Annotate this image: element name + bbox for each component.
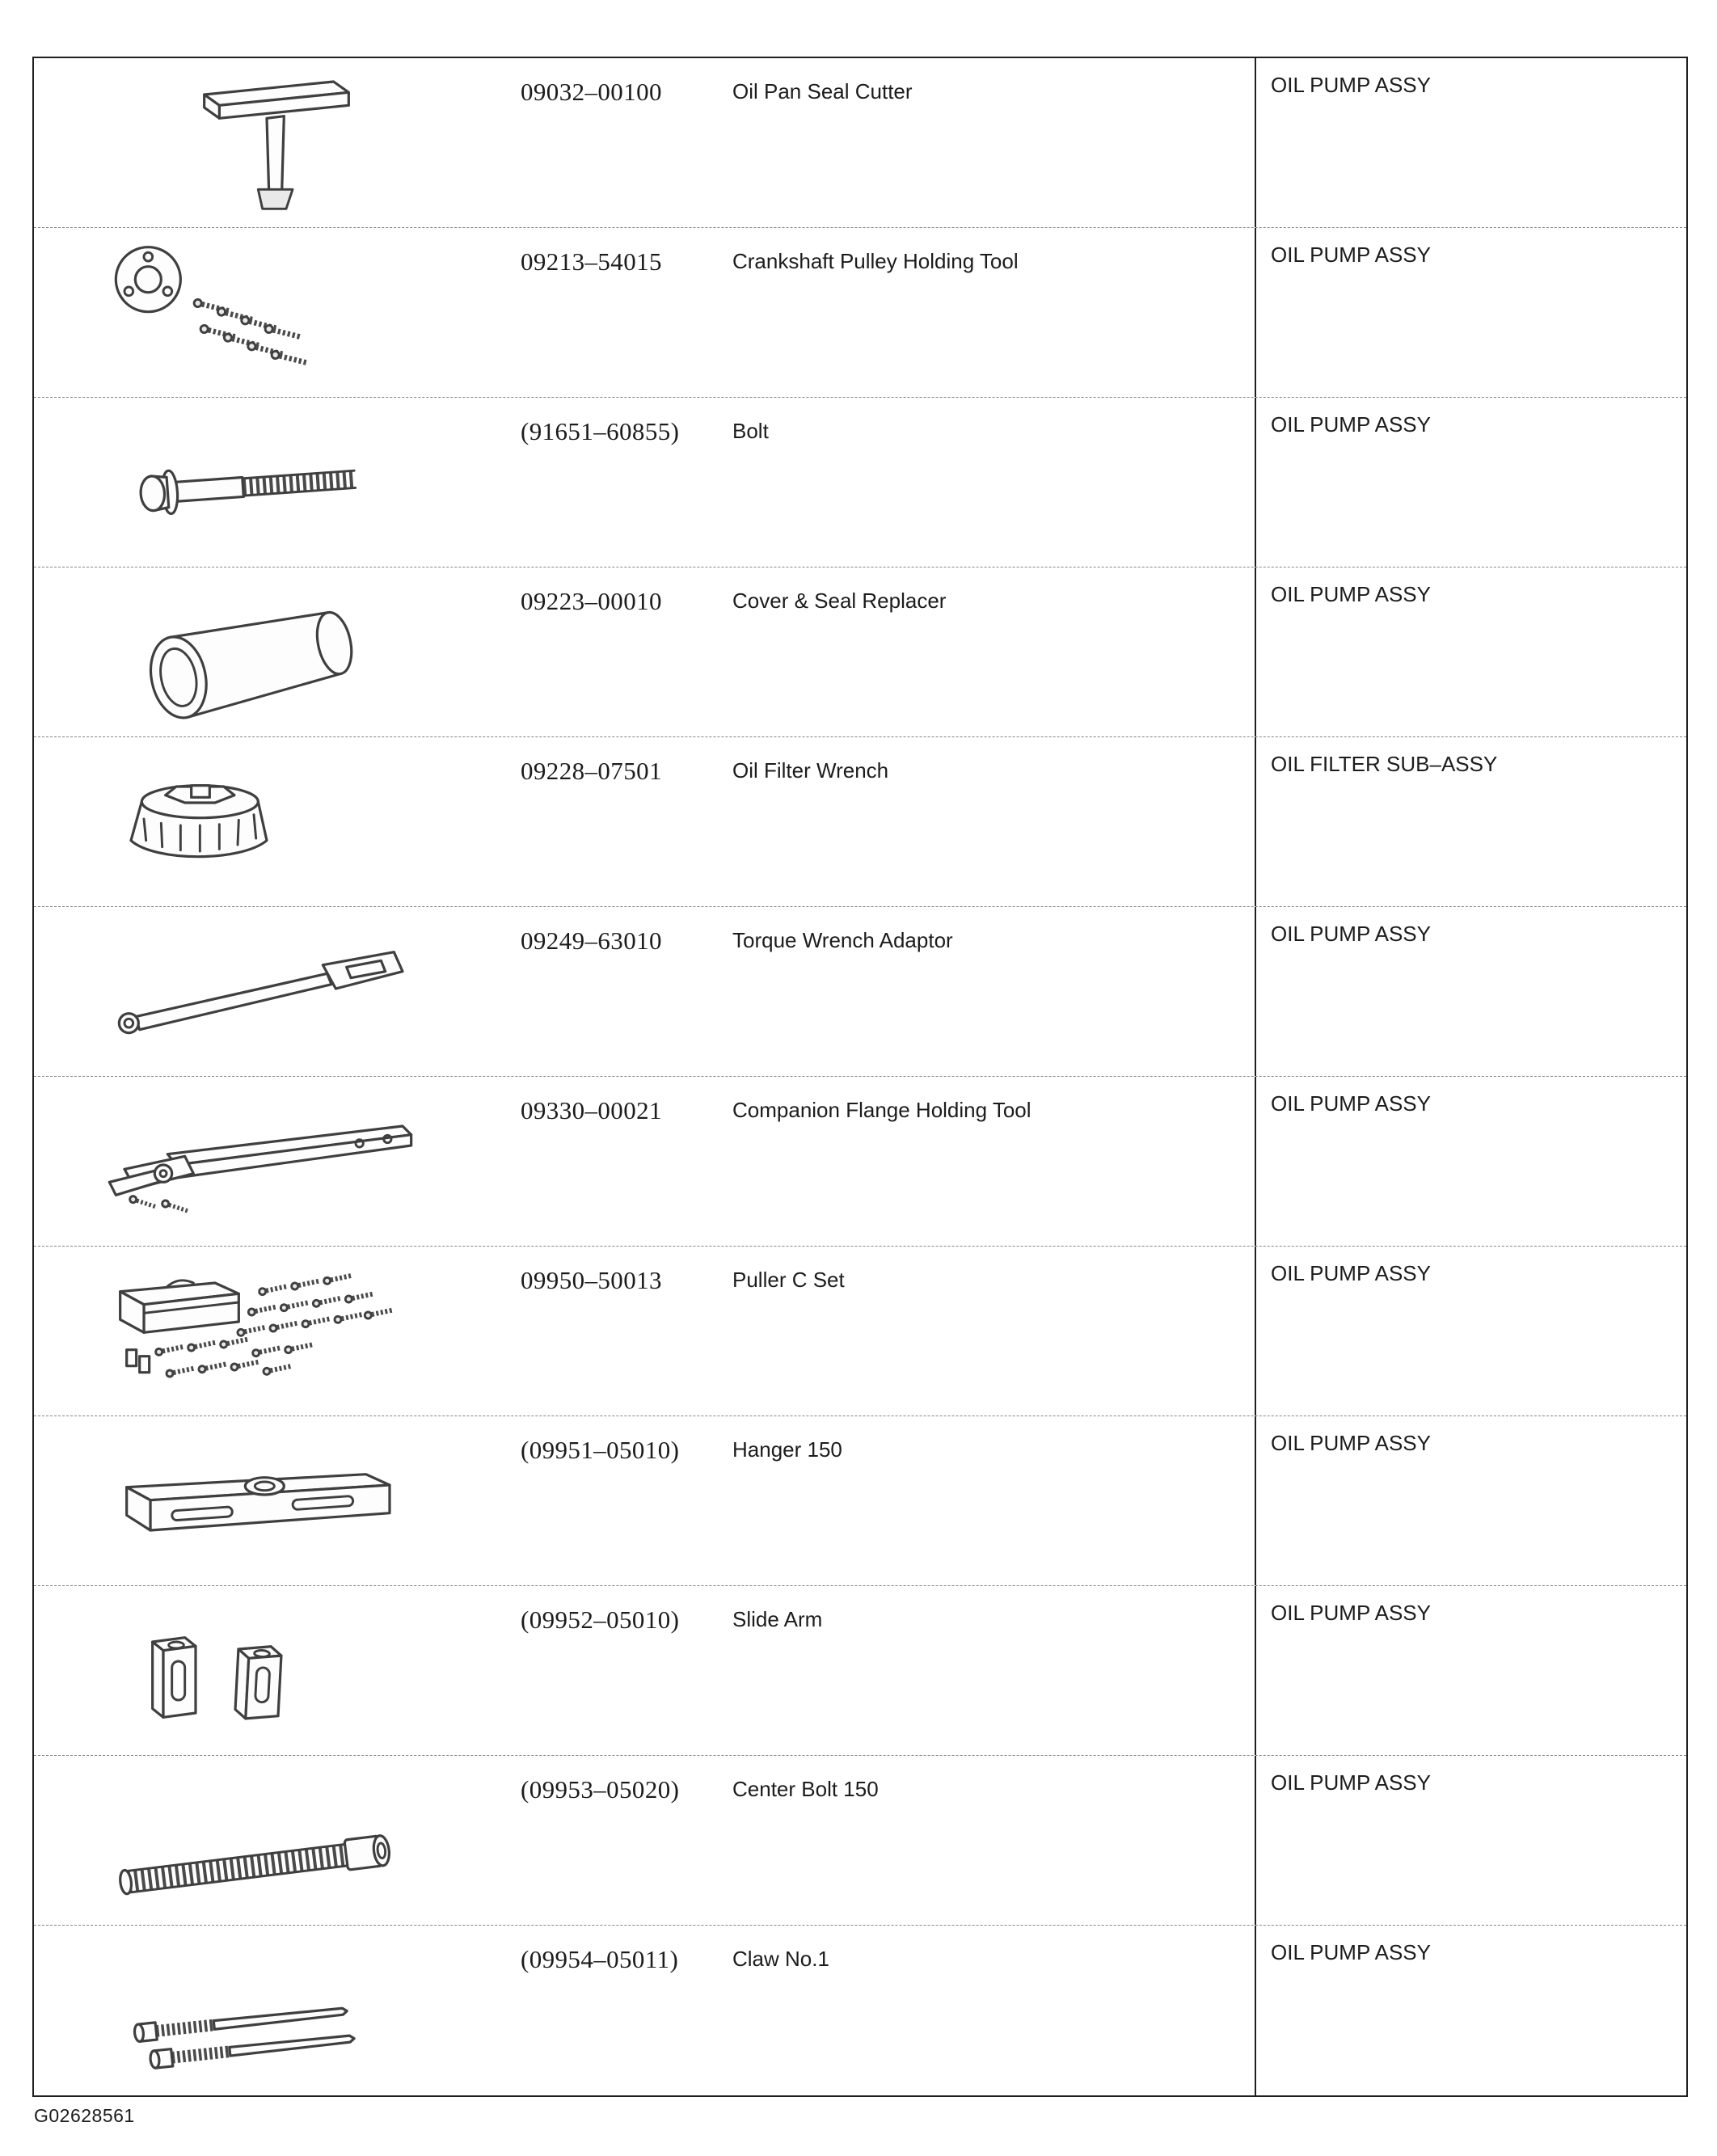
table-row — [34, 1756, 1686, 1926]
tool-name: Torque Wrench Adaptor — [732, 928, 953, 952]
assembly-name: OIL PUMP ASSY — [1255, 1247, 1686, 1416]
tool-illustration-cell — [34, 398, 487, 567]
assembly-name: OIL PUMP ASSY — [1255, 398, 1686, 567]
center-bolt-150-icon — [70, 1760, 450, 1922]
part-number: 09249–63010 — [521, 926, 662, 955]
tool-name: Crankshaft Pulley Holding Tool — [732, 249, 1019, 273]
part-number: (09953–05020) — [521, 1775, 680, 1804]
slide-arm-icon — [70, 1590, 450, 1752]
tool-name: Oil Pan Seal Cutter — [732, 79, 913, 103]
bolt-icon — [70, 402, 450, 563]
table-row — [34, 398, 1686, 567]
table-row — [34, 1926, 1686, 2095]
tool-illustration-cell — [34, 1756, 487, 1925]
assembly-name: OIL PUMP ASSY — [1255, 1926, 1686, 2095]
part-number: (09952–05010) — [521, 1605, 680, 1634]
part-number: (09951–05010) — [521, 1436, 680, 1464]
sst-tools-table — [32, 57, 1688, 2097]
tool-name: Hanger 150 — [732, 1437, 842, 1462]
part-number: 09032–00100 — [521, 78, 662, 106]
part-number: 09228–07501 — [521, 757, 662, 785]
assembly-name: OIL PUMP ASSY — [1255, 567, 1686, 736]
assembly-name: OIL FILTER SUB–ASSY — [1255, 737, 1686, 906]
puller-c-set-icon — [70, 1251, 450, 1412]
tool-name: Oil Filter Wrench — [732, 758, 889, 783]
figure-code: G02628561 — [34, 2105, 135, 2126]
oil-pan-seal-cutter-icon — [70, 62, 450, 224]
part-number: 09213–54015 — [521, 247, 662, 276]
tool-name: Puller C Set — [732, 1268, 845, 1292]
assembly-name: OIL PUMP ASSY — [1255, 1586, 1686, 1755]
part-number: 09330–00021 — [521, 1096, 662, 1124]
hanger-150-icon — [70, 1420, 450, 1582]
tool-illustration-cell — [34, 1416, 487, 1585]
table-row — [34, 567, 1686, 737]
tool-illustration-cell — [34, 1247, 487, 1416]
assembly-name: OIL PUMP ASSY — [1255, 1416, 1686, 1585]
cover-seal-replacer-icon — [70, 572, 450, 733]
table-row — [34, 737, 1686, 907]
table-row — [34, 1247, 1686, 1416]
part-number: 09950–50013 — [521, 1266, 662, 1294]
companion-flange-holding-tool-icon — [70, 1081, 450, 1243]
tool-illustration-cell — [34, 737, 487, 906]
tool-name: Cover & Seal Replacer — [732, 589, 947, 613]
tool-name: Companion Flange Holding Tool — [732, 1098, 1031, 1122]
assembly-name: OIL PUMP ASSY — [1255, 58, 1686, 227]
tool-illustration-cell — [34, 907, 487, 1076]
tool-illustration-cell — [34, 58, 487, 227]
assembly-name: OIL PUMP ASSY — [1255, 1077, 1686, 1246]
tool-name: Center Bolt 150 — [732, 1777, 879, 1801]
part-number: (09954–05011) — [521, 1945, 679, 1973]
assembly-name: OIL PUMP ASSY — [1255, 1756, 1686, 1925]
table-row — [34, 1416, 1686, 1586]
table-row — [34, 1586, 1686, 1756]
part-number: (91651–60855) — [521, 417, 680, 445]
assembly-name: OIL PUMP ASSY — [1255, 907, 1686, 1076]
assembly-name: OIL PUMP ASSY — [1255, 228, 1686, 397]
tool-illustration-cell — [34, 567, 487, 736]
table-row — [34, 58, 1686, 228]
tool-illustration-cell — [34, 228, 487, 397]
oil-filter-wrench-icon — [70, 741, 450, 903]
tool-illustration-cell — [34, 1077, 487, 1246]
tool-illustration-cell — [34, 1586, 487, 1755]
part-number: 09223–00010 — [521, 587, 662, 615]
tool-illustration-cell — [34, 1926, 487, 2095]
tool-name: Bolt — [732, 419, 769, 443]
table-row — [34, 907, 1686, 1077]
table-row — [34, 1077, 1686, 1247]
crankshaft-pulley-holding-tool-icon — [70, 232, 450, 394]
tool-name: Claw No.1 — [732, 1947, 829, 1971]
torque-wrench-adaptor-icon — [70, 911, 450, 1073]
tool-name: Slide Arm — [732, 1607, 823, 1631]
table-row — [34, 228, 1686, 398]
claw-no1-icon — [70, 1930, 450, 2091]
